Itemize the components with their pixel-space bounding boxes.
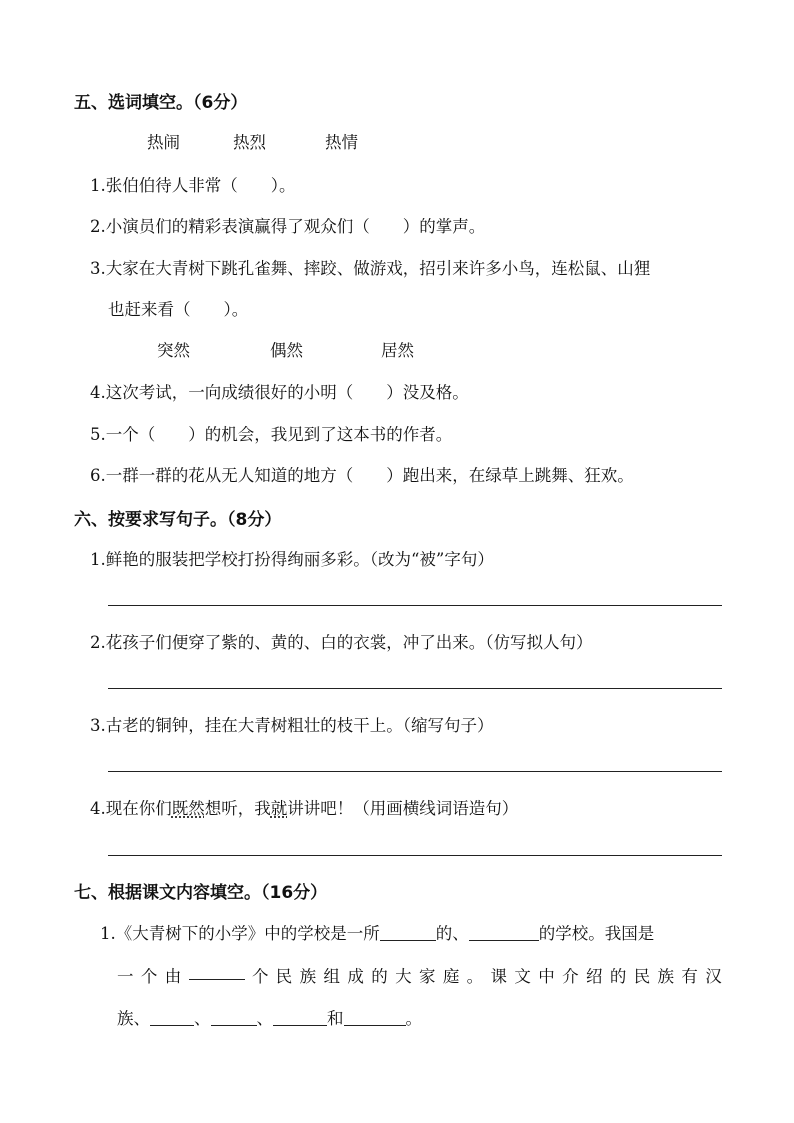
- fill-blank[interactable]: [189, 963, 245, 980]
- question-5-1: 1.张伯伯待人非常（ ）。: [90, 176, 296, 195]
- question-7-1-char: 庭: [442, 967, 460, 986]
- question-7-1-char: 族: [657, 967, 675, 986]
- question-6-4-text: 4.现在你们: [90, 799, 172, 818]
- question-5-6: 6.一群一群的花从无人知道的地方（ ）跑出来，在绿草上跳舞、狂欢。: [90, 466, 634, 485]
- question-7-1-char: 个: [140, 967, 158, 986]
- question-7-1-char: 课: [490, 967, 508, 986]
- fill-blank[interactable]: [469, 924, 539, 941]
- question-5-4: 4.这次考试，一向成绩很好的小明（ ）没及格。: [90, 383, 469, 402]
- question-7-1-text: 族、: [117, 1009, 150, 1028]
- question-7-1-char: 介: [562, 967, 579, 986]
- question-7-1-char: 绍: [585, 967, 603, 986]
- section-5-title: 五、选词填空。（6分）: [74, 93, 248, 113]
- answer-line: [108, 771, 722, 772]
- question-7-1-line1: [100, 920, 654, 944]
- answer-line: [108, 605, 722, 606]
- question-7-1-char: 汉: [705, 967, 722, 986]
- fill-blank[interactable]: [380, 924, 436, 941]
- question-7-1-char: 中: [538, 967, 555, 986]
- question-7-1-char: 族: [299, 967, 317, 986]
- question-6-1: 1.鲜艳的服装把学校打扮得绚丽多彩。（改为“被”字句）: [90, 550, 494, 569]
- question-7-1-char: 家: [418, 967, 436, 986]
- question-7-1-char: 民: [275, 967, 293, 986]
- word-option: 热烈: [233, 133, 266, 152]
- question-7-1-char: 大: [395, 967, 412, 986]
- question-7-1-char: 的: [371, 967, 388, 986]
- word-option: 热情: [325, 133, 358, 152]
- question-5-5: 5.一个（ ）的机会，我见到了这本书的作者。: [90, 425, 453, 444]
- underlined-word: 就: [270, 799, 288, 818]
- answer-line: [108, 855, 722, 856]
- question-6-3: 3.古老的铜钟，挂在大青树粗壮的枝干上。（缩写句子）: [90, 716, 494, 735]
- question-7-1-char: 民: [633, 967, 651, 986]
- question-7-1-char: 一: [117, 967, 134, 986]
- question-6-2: 2.花孩子们便穿了紫的、黄的、白的衣裳，冲了出来。（仿写拟人句）: [90, 633, 593, 652]
- question-7-1-text: 的、: [435, 924, 469, 943]
- question-5-3-line1: 3.大家在大青树下跳孔雀舞、摔跤、做游戏，招引来许多小鸟，连松鼠、山狸: [90, 259, 651, 278]
- question-6-4-text: 想听，我: [204, 799, 271, 818]
- question-7-1-text: 、: [256, 1009, 273, 1028]
- question-5-2: 2.小演员们的精彩表演赢得了观众们（ ）的掌声。: [90, 217, 486, 236]
- question-7-1-char: 文: [514, 967, 531, 986]
- question-7-1-char: 的: [609, 967, 627, 986]
- word-option: 热闹: [147, 133, 180, 152]
- question-7-1-line3: [117, 1005, 422, 1029]
- section-6-title: 六、按要求写句子。（8分）: [74, 510, 282, 530]
- question-5-3-line2: 也赶来看（ ）。: [108, 300, 249, 319]
- question-7-1-char: 个: [251, 967, 269, 986]
- question-7-1-line2: [117, 963, 722, 987]
- question-7-1-text: 1.《大青树下的小学》中的学校是一所: [100, 924, 380, 943]
- question-6-4-text: 讲讲吧！（用画横线词语造句）: [287, 799, 519, 818]
- question-6-4: [90, 795, 518, 819]
- question-7-1-text: 和: [327, 1009, 344, 1028]
- word-option: 偶然: [270, 341, 303, 360]
- answer-line: [108, 688, 722, 689]
- fill-blank[interactable]: [211, 1009, 257, 1026]
- question-7-1-char: 组: [323, 967, 341, 986]
- question-7-1-text: 的学校。我国是: [538, 924, 655, 943]
- question-7-1-char: 成: [347, 967, 364, 986]
- question-7-1-text: 、: [194, 1009, 211, 1028]
- fill-blank[interactable]: [344, 1009, 406, 1026]
- question-7-1-char: 有: [681, 967, 698, 986]
- question-7-1-text: 。: [405, 1009, 422, 1028]
- question-7-1-char: 。: [466, 967, 484, 986]
- fill-blank[interactable]: [150, 1009, 194, 1026]
- section-7-title: 七、根据课文内容填空。（16分）: [74, 883, 328, 903]
- word-option: 居然: [381, 341, 414, 360]
- word-option: 突然: [157, 341, 190, 360]
- question-7-1-char: 由: [164, 967, 182, 986]
- underlined-word: 既然: [171, 799, 205, 818]
- fill-blank[interactable]: [273, 1009, 327, 1026]
